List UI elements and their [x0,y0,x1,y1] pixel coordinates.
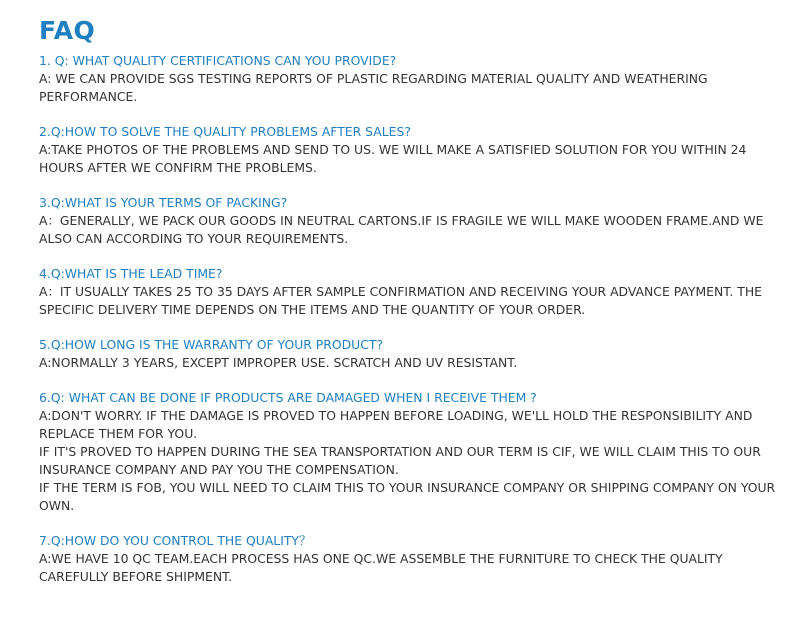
question-2: 2.Q:HOW TO SOLVE THE QUALITY PROBLEMS AFTER SALES? [39,124,411,139]
question-3: 3.Q:WHAT IS YOUR TERMS OF PACKING? [39,195,288,210]
answer-7: A:WE HAVE 10 QC TEAM.EACH PROCESS HAS ONE QC.WE ASSEMBLE THE FURNITURE TO CHECK THE QUALITY CAREFULLY BEFORE SHIPMENT. [39,551,723,584]
answer-2: A:TAKE PHOTOS OF THE PROBLEMS AND SEND TO US. WE WILL MAKE A SATISFIED SOLUTION FOR YOU WITHIN 24 HOURS AFTER WE CONFIRM THE PROBLEMS. [39,142,747,175]
faq-item-6 [39,389,779,515]
answer-6-paragraph-3: IF THE TERM IS FOB, YOU WILL NEED TO CLAIM THIS TO YOUR INSURANCE COMPANY OR SHIPPING COMPANY ON YOUR OWN. [39,480,776,513]
question-1: 1. Q: WHAT QUALITY CERTIFICATIONS CAN YOU PROVIDE? [39,53,397,68]
answer-5: A:NORMALLY 3 YEARS, EXCEPT IMPROPER USE. SCRATCH AND UV RESISTANT. [39,355,518,370]
page-title: FAQ [39,16,96,45]
answer-4: A：IT USUALLY TAKES 25 TO 35 DAYS AFTER SAMPLE CONFIRMATION AND RECEIVING YOUR ADVANCE PAYMENT. THE SPECIFIC DELIVERY TIME DEPENDS ON THE ITEMS AND THE QUANTITY OF YOUR ORDER. [39,284,762,317]
faq-item-1 [39,52,779,106]
question-4: 4.Q:WHAT IS THE LEAD TIME? [39,266,223,281]
answer-6-paragraph-2: IF IT'S PROVED TO HAPPEN DURING THE SEA TRANSPORTATION AND OUR TERM IS CIF, WE WILL CLAIM THIS TO OUR INSURANCE COMPANY AND PAY YOU THE COMPENSATION. [39,444,761,477]
faq-item-5 [39,336,779,372]
faq-item-7 [39,532,779,586]
answer-3: A：GENERALLY, WE PACK OUR GOODS IN NEUTRAL CARTONS.IF IS FRAGILE WE WILL MAKE WOODEN FRAME.AND WE ALSO CAN ACCORDING TO YOUR REQUIREMENTS. [39,213,764,246]
question-6: 6.Q: WHAT CAN BE DONE IF PRODUCTS ARE DAMAGED WHEN I RECEIVE THEM ? [39,390,537,405]
question-5: 5.Q:HOW LONG IS THE WARRANTY OF YOUR PRODUCT? [39,337,384,352]
answer-6-paragraph-1: A:DON'T WORRY. IF THE DAMAGE IS PROVED TO HAPPEN BEFORE LOADING, WE'LL HOLD THE RESPONSIBILITY AND REPLACE THEM FOR YOU. [39,408,753,441]
question-7: 7.Q:HOW DO YOU CONTROL THE QUALITY？ [39,533,312,548]
faq-item-4 [39,265,779,319]
faq-page [39,14,779,603]
faq-item-2 [39,123,779,177]
faq-item-3 [39,194,779,248]
answer-1: A: WE CAN PROVIDE SGS TESTING REPORTS OF PLASTIC REGARDING MATERIAL QUALITY AND WEATHERING PERFORMANCE. [39,71,708,104]
